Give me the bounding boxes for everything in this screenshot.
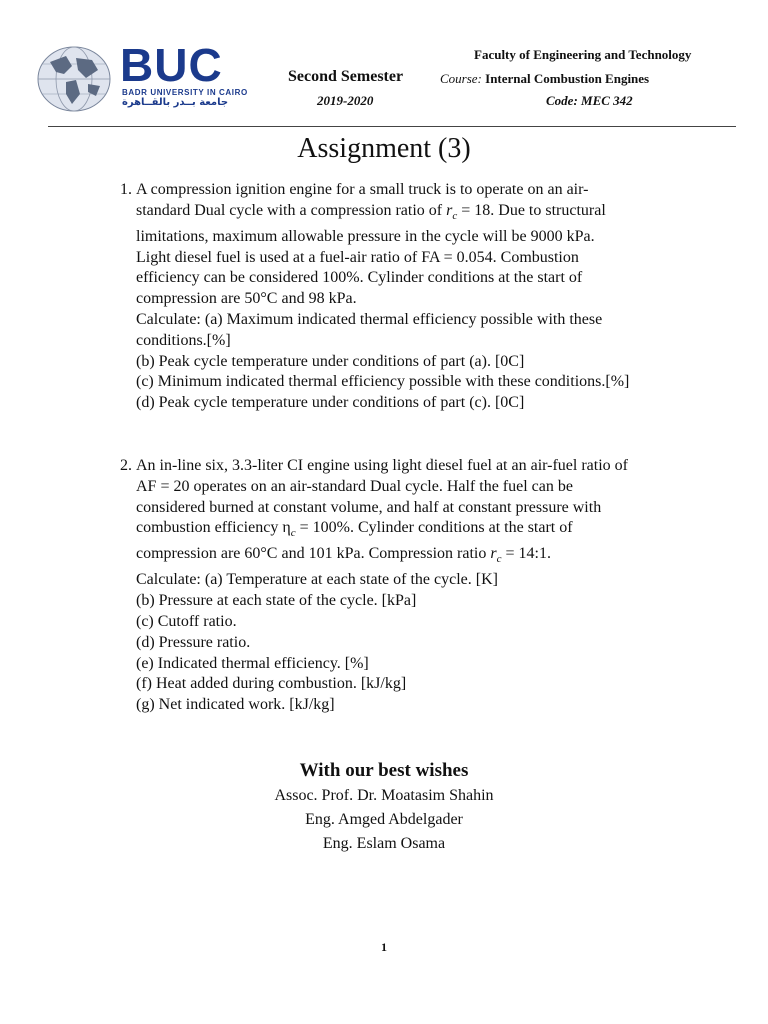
course-line bbox=[440, 71, 649, 87]
semester: Second Semester bbox=[288, 68, 404, 85]
question-list bbox=[110, 180, 696, 716]
question-2 bbox=[136, 456, 696, 716]
page-title: Assignment (3) bbox=[297, 133, 471, 164]
question-line: limitations, maximum allowable pressure in the cycle will be 9000 kPa. bbox=[136, 227, 595, 245]
question-line: (c) Cutoff ratio. bbox=[136, 612, 237, 630]
globe-icon bbox=[36, 44, 114, 114]
logo-university-ar: جامعة بــدر بالقــاهرة bbox=[122, 97, 229, 108]
question-line: (c) Minimum indicated thermal efficiency possible with these conditions.[%] bbox=[136, 373, 630, 391]
question-line: (b) Peak cycle temperature under conditions of part (a). [0C] bbox=[136, 352, 525, 370]
university-logo bbox=[36, 39, 256, 114]
question-line: (b) Pressure at each state of the cycle. [kPa] bbox=[136, 592, 417, 610]
question-line: (d) Peak cycle temperature under conditions of part (c). [0C] bbox=[136, 394, 525, 412]
question-line: conditions.[%] bbox=[136, 331, 231, 349]
question-line: Light diesel fuel is used at a fuel-air ratio of FA = 0.054. Combustion bbox=[136, 248, 579, 266]
course-code: Code: MEC 342 bbox=[546, 93, 633, 108]
question-line: (f) Heat added during combustion. [kJ/kg] bbox=[136, 675, 407, 693]
question-line: combustion efficiency $\eta_c = 100\%$. Cylinder conditions at the start of bbox=[136, 519, 573, 540]
header-divider bbox=[48, 126, 736, 127]
question-line: (d) Pressure ratio. bbox=[136, 633, 251, 651]
question-line: 1. A compression ignition engine for a small truck is to operate on an air- bbox=[136, 181, 589, 198]
closing-wishes: With our best wishes bbox=[299, 760, 469, 781]
page-number: 1 bbox=[381, 940, 387, 954]
question-line: (e) Indicated thermal efficiency. [%] bbox=[136, 654, 369, 672]
author-name: Assoc. Prof. Dr. Moatasim Shahin bbox=[274, 787, 494, 804]
question-line: Calculate: (a) Maximum indicated thermal efficiency possible with these bbox=[136, 310, 603, 328]
question-line: Calculate: (a) Temperature at each state of the cycle. [K] bbox=[136, 571, 498, 589]
academic-year: 2019-2020 bbox=[317, 93, 374, 108]
author-name: Eng. Amged Abdelgader bbox=[305, 811, 463, 828]
question-line: compression are 60°C and 101 kPa. Compression ratio $r_c$ = 14:1. bbox=[136, 545, 551, 566]
author-name: Eng. Eslam Osama bbox=[322, 835, 446, 852]
question-line: (g) Net indicated work. [kJ/kg] bbox=[136, 696, 335, 714]
logo-brand: BUC bbox=[120, 39, 223, 91]
course-name: Internal Combustion Engines bbox=[485, 71, 650, 86]
question-line: considered burned at constant volume, and half at constant pressure with bbox=[136, 498, 602, 516]
course-label: Course: bbox=[440, 71, 482, 86]
question-line: AF = 20 operates on an air-standard Dual cycle. Half the fuel can be bbox=[136, 477, 573, 495]
question-line: standard Dual cycle with a compression ratio of $r_c = 18$. Due to structural bbox=[136, 201, 606, 222]
faculty-name: Faculty of Engineering and Technology bbox=[474, 47, 692, 62]
logo-university-en: BADR UNIVERSITY IN CAIRO bbox=[122, 88, 248, 97]
question-1 bbox=[136, 180, 696, 414]
question-line: 2. An in-line six, 3.3-liter CI engine using light diesel fuel at an air-fuel ratio of bbox=[136, 456, 628, 474]
question-line: compression are 50°C and 98 kPa. bbox=[136, 290, 357, 308]
question-line: efficiency can be considered 100%. Cylinder conditions at the start of bbox=[136, 269, 583, 287]
